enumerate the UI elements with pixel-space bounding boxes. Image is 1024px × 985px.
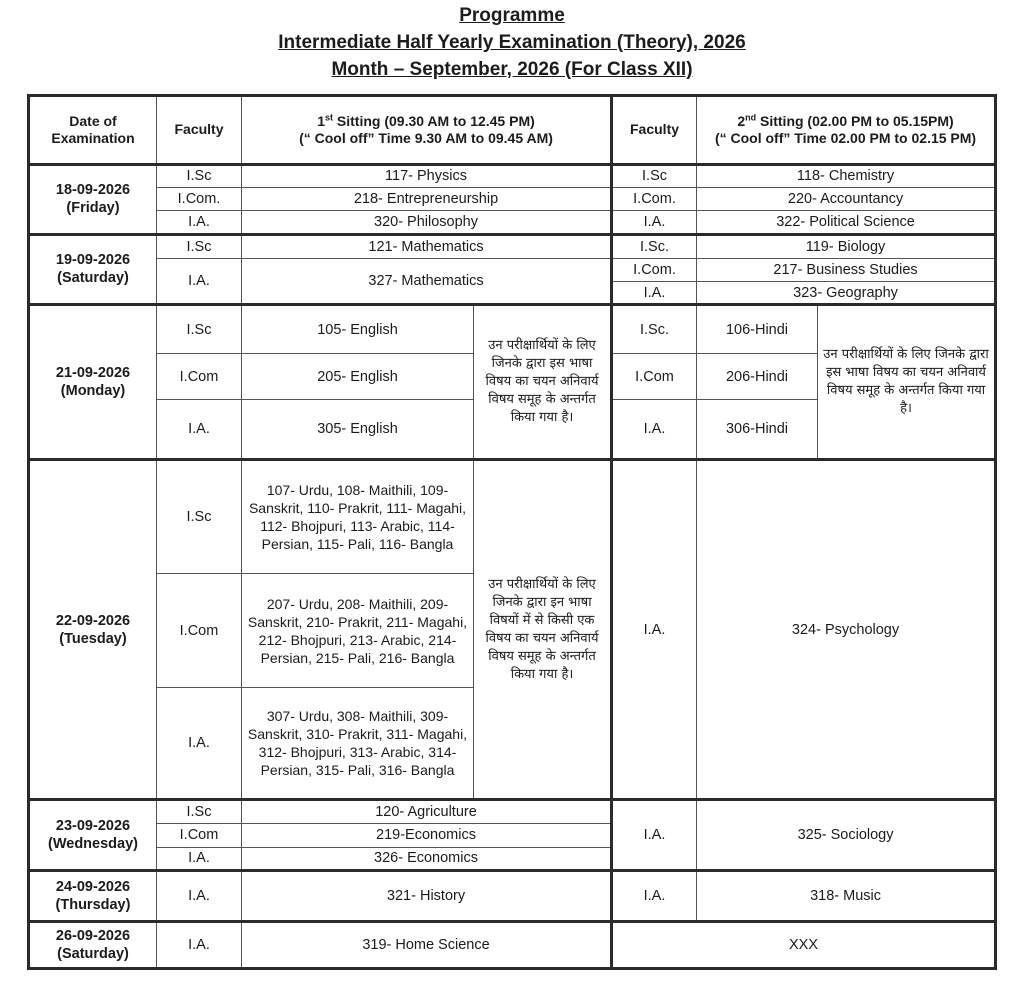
hindi-note-cell: उन परीक्षार्थियों के लिए जिनके द्वारा इस भाषा विषय का चयन अनिवार्य विषय समूह के अन्तर्गत किया गया है। <box>474 305 612 460</box>
faculty-cell: I.A. <box>157 258 242 305</box>
exam-date-cell: 23-09-2026 (Wednesday) <box>29 800 157 871</box>
faculty-cell: I.Com. <box>612 188 697 211</box>
faculty-cell: I.A. <box>612 460 697 800</box>
date-column-header: Date of Examination <box>29 96 157 165</box>
subject-cell: 217- Business Studies <box>697 258 996 281</box>
subject-cell: 119- Biology <box>697 234 996 258</box>
subject-cell: 220- Accountancy <box>697 188 996 211</box>
header-row <box>29 96 996 165</box>
faculty-cell: I.Com. <box>157 188 242 211</box>
faculty-cell: I.Com <box>157 353 242 400</box>
subject-cell: 319- Home Science <box>242 922 612 969</box>
faculty-cell: I.Sc <box>157 234 242 258</box>
subject-cell: 307- Urdu, 308- Maithili, 309- Sanskrit, 310- Prakrit, 311- Magahi, 312- Bhojpuri, 313- Arabic, 314- Persian, 315- Pali, 316- Bangla <box>242 687 474 799</box>
subject-cell: 322- Political Science <box>697 211 996 234</box>
faculty-cell: I.Sc <box>157 305 242 354</box>
subject-cell: 206-Hindi <box>697 353 818 400</box>
table-row <box>29 305 996 354</box>
subject-cell: 105- English <box>242 305 474 354</box>
exam-date-cell: 21-09-2026 (Monday) <box>29 305 157 460</box>
faculty-cell: I.A. <box>157 870 242 922</box>
faculty-cell: I.A. <box>612 400 697 460</box>
subject-cell: 325- Sociology <box>697 800 996 871</box>
faculty-column-header-2: Faculty <box>612 96 697 165</box>
exam-date-cell: 18-09-2026 (Friday) <box>29 164 157 234</box>
table-row <box>29 870 996 922</box>
exam-date-cell: 19-09-2026 (Saturday) <box>29 234 157 305</box>
subject-cell: 327- Mathematics <box>242 258 612 305</box>
faculty-cell: I.A. <box>612 800 697 871</box>
faculty-cell: I.Com. <box>612 258 697 281</box>
faculty-cell: I.Com <box>157 574 242 687</box>
hindi-note-cell: उन परीक्षार्थियों के लिए जिनके द्वारा इन भाषा विषयों में से किसी एक विषय का चयन अनिवार्य विषय समूह के अन्तर्गत किया गया है। <box>474 460 612 800</box>
faculty-cell: I.A. <box>157 922 242 969</box>
subject-cell: 120- Agriculture <box>242 800 612 824</box>
table-row <box>29 258 996 281</box>
subject-cell: 305- English <box>242 400 474 460</box>
subject-cell: 320- Philosophy <box>242 211 612 234</box>
table-row <box>29 460 996 574</box>
exam-date-cell: 24-09-2026 (Thursday) <box>29 870 157 922</box>
faculty-cell: I.Sc <box>612 164 697 187</box>
sitting1-header: 1st Sitting (09.30 AM to 12.45 PM) (“ Cool off” Time 9.30 AM to 09.45 AM) <box>242 96 612 165</box>
faculty-cell: I.A. <box>612 282 697 305</box>
faculty-cell: I.A. <box>612 870 697 922</box>
faculty-cell: I.Com <box>157 824 242 847</box>
table-row <box>29 188 996 211</box>
month-title: Month – September, 2026 (For Class XII) <box>331 59 693 80</box>
table-row <box>29 164 996 187</box>
faculty-cell: I.A. <box>157 400 242 460</box>
exam-title: Intermediate Half Yearly Examination (Theory), 2026 <box>278 32 746 53</box>
table-row <box>29 234 996 258</box>
table-row <box>29 211 996 234</box>
subject-cell: 107- Urdu, 108- Maithili, 109- Sanskrit, 110- Prakrit, 111- Magahi, 112- Bhojpuri, 113- Arabic, 114- Persian, 115- Pali, 116- Bangla <box>242 460 474 574</box>
faculty-cell: I.Com <box>612 353 697 400</box>
subject-cell: 207- Urdu, 208- Maithili, 209- Sanskrit, 210- Prakrit, 211- Magahi, 212- Bhojpuri, 213- Arabic, 214- Persian, 215- Pali, 216- Bangla <box>242 574 474 687</box>
subject-cell: 219-Economics <box>242 824 612 847</box>
faculty-cell: I.A. <box>157 687 242 799</box>
subject-cell: 117- Physics <box>242 164 612 187</box>
faculty-column-header-1: Faculty <box>157 96 242 165</box>
table-row <box>29 922 996 969</box>
faculty-cell: I.Sc. <box>612 234 697 258</box>
faculty-cell: I.A. <box>157 211 242 234</box>
hindi-note-cell: उन परीक्षार्थियों के लिए जिनके द्वारा इस भाषा विषय का चयन अनिवार्य विषय समूह के अन्तर्गत किया गया है। <box>818 305 996 460</box>
faculty-cell: I.A. <box>612 211 697 234</box>
exam-schedule-table <box>27 94 997 970</box>
programme-title: Programme <box>459 5 565 26</box>
table-row <box>29 800 996 824</box>
subject-cell: 306-Hindi <box>697 400 818 460</box>
faculty-cell: I.Sc <box>157 800 242 824</box>
sitting2-header: 2nd Sitting (02.00 PM to 05.15PM) (“ Cool off” Time 02.00 PM to 02.15 PM) <box>697 96 996 165</box>
subject-cell: 218- Entrepreneurship <box>242 188 612 211</box>
subject-cell: 323- Geography <box>697 282 996 305</box>
faculty-cell: I.A. <box>157 847 242 870</box>
exam-date-cell: 22-09-2026 (Tuesday) <box>29 460 157 800</box>
subject-cell: 321- History <box>242 870 612 922</box>
subject-cell: 318- Music <box>697 870 996 922</box>
faculty-cell: I.Sc <box>157 164 242 187</box>
subject-cell: 121- Mathematics <box>242 234 612 258</box>
no-exam-cell: XXX <box>612 922 996 969</box>
subject-cell: 324- Psychology <box>697 460 996 800</box>
exam-date-cell: 26-09-2026 (Saturday) <box>29 922 157 969</box>
document-titles <box>0 2 1024 83</box>
subject-cell: 106-Hindi <box>697 305 818 354</box>
subject-cell: 326- Economics <box>242 847 612 870</box>
faculty-cell: I.Sc <box>157 460 242 574</box>
faculty-cell: I.Sc. <box>612 305 697 354</box>
subject-cell: 205- English <box>242 353 474 400</box>
subject-cell: 118- Chemistry <box>697 164 996 187</box>
